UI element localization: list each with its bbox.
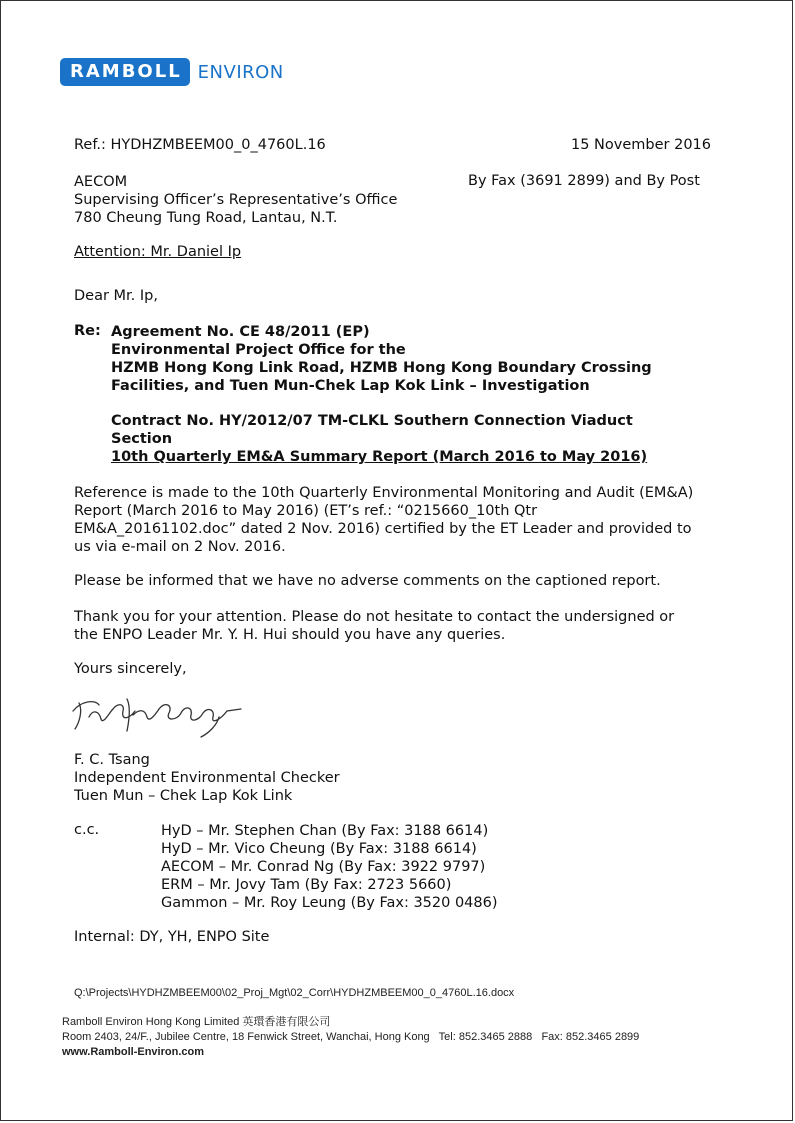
footer-contact-line	[62, 1030, 639, 1045]
footer	[62, 1015, 639, 1060]
re-line: Environmental Project Office for the	[111, 342, 406, 358]
re-line: HZMB Hong Kong Link Road, HZMB Hong Kong Boundary Crossing	[111, 360, 652, 376]
footer-company: Ramboll Environ Hong Kong Limited 英環香港有限公司	[62, 1016, 331, 1028]
cc-item: ERM – Mr. Jovy Tam (By Fax: 2723 5660)	[161, 877, 452, 893]
paragraph-line: us via e-mail on 2 Nov. 2016.	[74, 539, 286, 555]
footer-website[interactable]: www.Ramboll-Environ.com	[62, 1046, 204, 1058]
body-paragraph-2: Please be informed that we have no adverse comments on the captioned report.	[74, 573, 661, 589]
reference-number: Ref.: HYDHZMBEEM00_0_4760L.16	[74, 137, 326, 153]
letter-date: 15 November 2016	[571, 137, 712, 153]
body-paragraph-1	[74, 484, 714, 556]
salutation: Dear Mr. Ip,	[74, 288, 158, 304]
signer-name: F. C. Tsang	[74, 752, 150, 768]
re-subject	[111, 323, 652, 466]
paragraph-line: EM&A_20161102.doc” dated 2 Nov. 2016) certified by the ET Leader and provided to	[74, 521, 692, 537]
paragraph-line: Report (March 2016 to May 2016) (ET’s ref.: “0215660_10th Qtr	[74, 503, 538, 519]
contract-line: Section	[111, 431, 173, 447]
cc-label: c.c.	[74, 822, 100, 838]
paragraph-line: Reference is made to the 10th Quarterly Environmental Monitoring and Audit (EM&A)	[74, 485, 694, 501]
signer-title: Independent Environmental Checker	[74, 770, 340, 786]
footer-address: Room 2403, 24/F., Jubilee Centre, 18 Fenwick Street, Wanchai, Hong Kong	[62, 1031, 430, 1043]
attention-line: Attention: Mr. Daniel Ip	[74, 244, 242, 260]
recipient-org: AECOM	[74, 174, 128, 190]
footer-fax: Fax: 852.3465 2899	[541, 1031, 640, 1043]
paragraph-line: Thank you for your attention. Please do not hesitate to contact the undersigned or	[74, 609, 675, 625]
recipient-address: 780 Cheung Tung Road, Lantau, N.T.	[74, 210, 338, 226]
handwritten-signature	[69, 691, 249, 741]
file-path: Q:\Projects\HYDHZMBEEM00\02_Proj_Mgt\02_Corr\HYDHZMBEEM00_0_4760L.16.docx	[74, 987, 515, 999]
closing: Yours sincerely,	[74, 661, 187, 677]
body-paragraph-3	[74, 608, 714, 644]
re-line: Agreement No. CE 48/2011 (EP)	[111, 324, 370, 340]
recipient-block	[74, 173, 397, 227]
cc-item: HyD – Mr. Vico Cheung (By Fax: 3188 6614)	[161, 841, 477, 857]
re-line: Facilities, and Tuen Mun-Chek Lap Kok Link – Investigation	[111, 378, 590, 394]
signer-project: Tuen Mun – Chek Lap Kok Link	[74, 788, 293, 804]
recipient-office: Supervising Officer’s Representative’s Office	[74, 192, 398, 208]
report-title: 10th Quarterly EM&A Summary Report (March 2016 to May 2016)	[111, 449, 648, 465]
logo-box-text: RAMBOLL	[60, 58, 190, 86]
paragraph-line: the ENPO Leader Mr. Y. H. Hui should you have any queries.	[74, 627, 506, 643]
delivery-method: By Fax (3691 2899) and By Post	[468, 173, 700, 189]
internal-distribution: Internal: DY, YH, ENPO Site	[74, 929, 270, 945]
cc-item: HyD – Mr. Stephen Chan (By Fax: 3188 6614)	[161, 823, 489, 839]
signer-block	[74, 751, 340, 805]
logo-word: ENVIRON	[197, 61, 284, 83]
re-label: Re:	[74, 323, 101, 339]
cc-list	[161, 822, 498, 912]
footer-tel: Tel: 852.3465 2888	[438, 1031, 533, 1043]
cc-item: Gammon – Mr. Roy Leung (By Fax: 3520 0486)	[161, 895, 498, 911]
company-logo	[60, 58, 284, 86]
contract-line: Contract No. HY/2012/07 TM-CLKL Southern Connection Viaduct	[111, 413, 633, 429]
cc-item: AECOM – Mr. Conrad Ng (By Fax: 3922 9797)	[161, 859, 486, 875]
